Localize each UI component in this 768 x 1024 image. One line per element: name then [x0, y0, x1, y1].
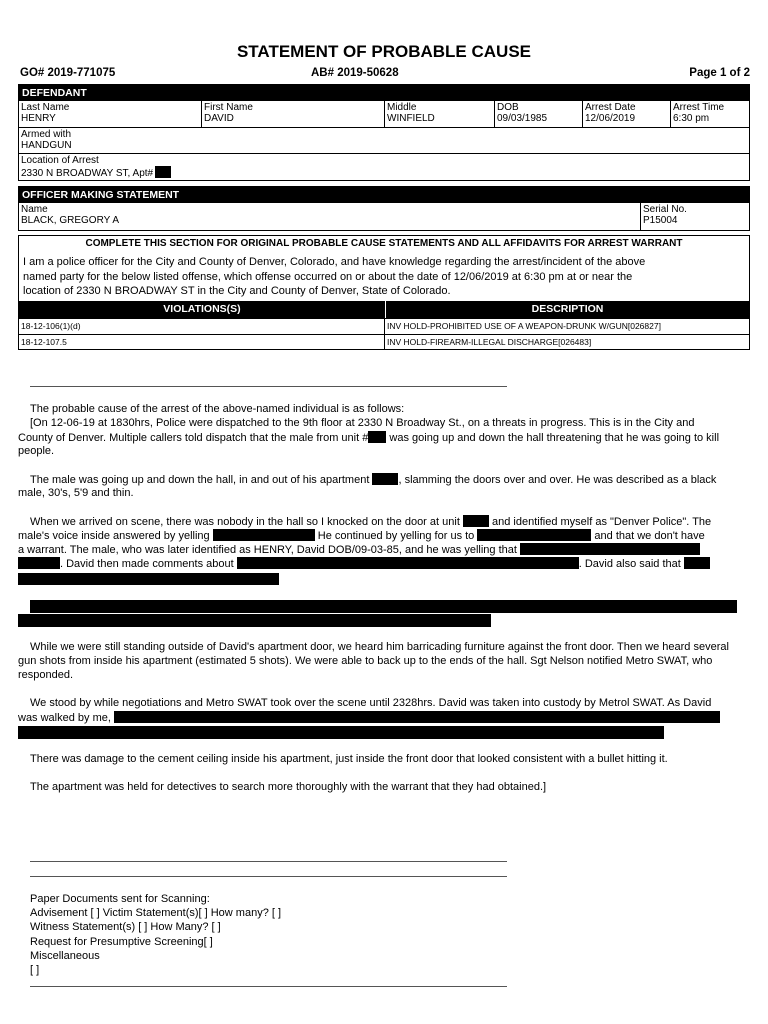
redaction-bar	[114, 711, 720, 723]
affidavit-line: I am a police officer for the City and County of Denver, Colorado, and have knowledge regarding the arrest/incident of the above	[23, 256, 646, 268]
violation-description: INV HOLD-FIREARM-ILLEGAL DISCHARGE[026483]	[387, 337, 592, 347]
redaction-bar	[477, 529, 591, 541]
redaction-bar	[18, 726, 664, 739]
redaction-bar	[18, 573, 279, 585]
scanning-item: [ ]	[30, 964, 40, 977]
narrative-line	[18, 543, 700, 558]
first-name-cell	[202, 101, 385, 127]
narrative-line: There was damage to the cement ceiling inside his apartment, just inside the front door that looked consistent with a bullet hitting it.	[30, 753, 668, 765]
narrative-text: . David then made comments about	[60, 558, 237, 570]
separator-line	[30, 861, 507, 862]
scanning-item: Advisement [ ] Victim Statement(s)[ ] How many? [ ]	[30, 907, 282, 920]
narrative-text: was going up and down the hall threatening that he was going to kill	[386, 432, 720, 444]
scanning-item: Miscellaneous	[30, 949, 100, 962]
serial-label: Serial No.	[643, 204, 687, 215]
serial-cell	[641, 203, 749, 230]
narrative-text: , slamming the doors over and over. He was described as a black	[398, 474, 717, 486]
first-name-value: DAVID	[204, 113, 234, 124]
dob-cell	[495, 101, 583, 127]
separator-line	[30, 986, 507, 987]
separator-line	[30, 876, 507, 877]
narrative-text: male's voice inside answered by yelling	[18, 530, 213, 542]
narrative-intro: The probable cause of the arrest of the above-named individual is as follows:	[30, 403, 405, 415]
narrative-line: The apartment was held for detectives to search more thoroughly with the warrant that they had obtained.]	[30, 781, 547, 793]
first-name-label: First Name	[204, 102, 253, 113]
dob-label: DOB	[497, 102, 519, 113]
narrative-line	[18, 711, 720, 726]
last-name-label: Last Name	[21, 102, 70, 113]
officer-section	[18, 186, 750, 231]
arrest-time-label: Arrest Time	[673, 102, 725, 113]
middle-name-value: WINFIELD	[387, 113, 435, 124]
narrative-line	[18, 431, 719, 446]
document-title: STATEMENT OF PROBABLE CAUSE	[236, 42, 532, 61]
affidavit-line: location of 2330 N BROADWAY ST in the City and County of Denver, State of Colorado.	[23, 285, 451, 297]
redaction-bar	[368, 431, 386, 443]
officer-name-label: Name	[21, 204, 48, 215]
redaction-bar	[30, 600, 737, 613]
arrest-date-cell	[583, 101, 671, 127]
ab-number: AB# 2019-50628	[311, 67, 399, 79]
redaction-bar	[237, 557, 579, 569]
arrest-time-value: 6:30 pm	[673, 113, 710, 124]
location-value: 2330 N BROADWAY ST, Apt#	[21, 168, 154, 179]
location-label: Location of Arrest	[21, 155, 99, 166]
description-header: DESCRIPTION	[385, 301, 749, 318]
armed-label: Armed with	[21, 129, 72, 140]
narrative-line	[30, 515, 711, 530]
armed-cell	[19, 128, 749, 154]
defendant-header: DEFENDANT	[19, 85, 749, 101]
narrative-text: County of Denver. Multiple callers told dispatch that the male from unit #	[18, 432, 369, 444]
narrative-line: people.	[18, 445, 55, 457]
go-number: GO# 2019-771075	[20, 67, 116, 79]
defendant-section	[18, 84, 750, 181]
officer-header: OFFICER MAKING STATEMENT	[19, 187, 749, 203]
affidavit-section	[18, 235, 750, 350]
narrative-text: was walked by me,	[18, 712, 114, 724]
affidavit-heading: COMPLETE THIS SECTION FOR ORIGINAL PROBABLE CAUSE STATEMENTS AND ALL AFFIDAVITS FOR ARREST WARRANT	[85, 238, 683, 249]
narrative-text: a warrant. The male, who was later identified as HENRY, David DOB/09-03-85, and he was yelling that	[18, 544, 520, 556]
redaction-bar	[18, 557, 60, 569]
violation-description: INV HOLD-PROHIBITED USE OF A WEAPON-DRUNK W/GUN[026827]	[387, 321, 661, 331]
scanning-documents-list	[30, 892, 281, 977]
narrative-text: He continued by yelling for us to	[314, 530, 478, 542]
middle-name-label: Middle	[387, 102, 417, 113]
narrative-line: male, 30's, 5'9 and thin.	[18, 487, 134, 499]
dob-value: 09/03/1985	[497, 113, 548, 124]
last-name-cell	[19, 101, 202, 127]
redaction-bar	[155, 166, 171, 178]
redaction-bar	[213, 529, 315, 541]
arrest-date-label: Arrest Date	[585, 102, 636, 113]
affidavit-statement	[23, 255, 645, 299]
narrative-line	[30, 473, 716, 488]
narrative-text: When we arrived on scene, there was nobody in the hall so I knocked on the door at unit	[30, 516, 463, 528]
redaction-bar	[520, 543, 700, 555]
officer-name-cell	[19, 203, 641, 230]
last-name-value: HENRY	[21, 113, 56, 124]
page-number: Page 1 of 2	[689, 67, 750, 79]
violations-header: VIOLATIONS(S)	[19, 301, 385, 318]
narrative-line: We stood by while negotiations and Metro SWAT took over the scene until 2328hrs. David was taken into custody by Metrol SWAT. As David	[30, 697, 712, 709]
redaction-bar	[372, 473, 398, 485]
separator-line	[30, 386, 507, 387]
scanning-item: Request for Presumptive Screening[ ]	[30, 935, 213, 948]
violation-code: 18-12-107.5	[19, 335, 385, 349]
narrative-line: gun shots from inside his apartment (estimated 5 shots). We were able to back up to the ends of the hall. Sgt Nelson notified Metro SWAT, who	[18, 655, 713, 667]
narrative-line	[18, 529, 705, 544]
scanning-heading: Paper Documents sent for Scanning:	[30, 893, 210, 905]
narrative-text: . David also said that	[578, 558, 684, 570]
officer-name-value: BLACK, GREGORY A	[21, 215, 120, 226]
armed-value: HANDGUN	[21, 140, 72, 151]
serial-value: P15004	[643, 215, 678, 226]
redaction-bar	[463, 515, 489, 527]
narrative-line: [On 12-06-19 at 1830hrs, Police were dispatched to the 9th floor at 2330 N Broadway St., on a threats in progress. This is in the City and	[30, 417, 695, 429]
violation-code: 18-12-106(1)(d)	[19, 319, 385, 334]
middle-name-cell	[385, 101, 495, 127]
arrest-time-cell	[671, 101, 749, 127]
narrative-line: While we were still standing outside of David's apartment door, we heard him barricading furniture against the front door. Then we heard several	[30, 641, 729, 653]
narrative-text: and that we don't have	[591, 530, 705, 542]
arrest-date-value: 12/06/2019	[585, 113, 636, 124]
redaction-bar	[18, 614, 491, 627]
scanning-item: Witness Statement(s) [ ] How Many? [ ]	[30, 921, 221, 934]
redaction-bar	[684, 557, 710, 569]
narrative-line: responded.	[18, 669, 74, 681]
narrative-text: and identified myself as "Denver Police". The	[488, 516, 712, 528]
affidavit-line: named party for the below listed offense, which offense occurred on or about the date of 12/06/2019 at 6:30 pm at or near the	[23, 270, 633, 283]
narrative-text: The male was going up and down the hall, in and out of his apartment	[30, 474, 373, 486]
narrative-line	[18, 557, 710, 572]
location-cell	[19, 154, 749, 180]
